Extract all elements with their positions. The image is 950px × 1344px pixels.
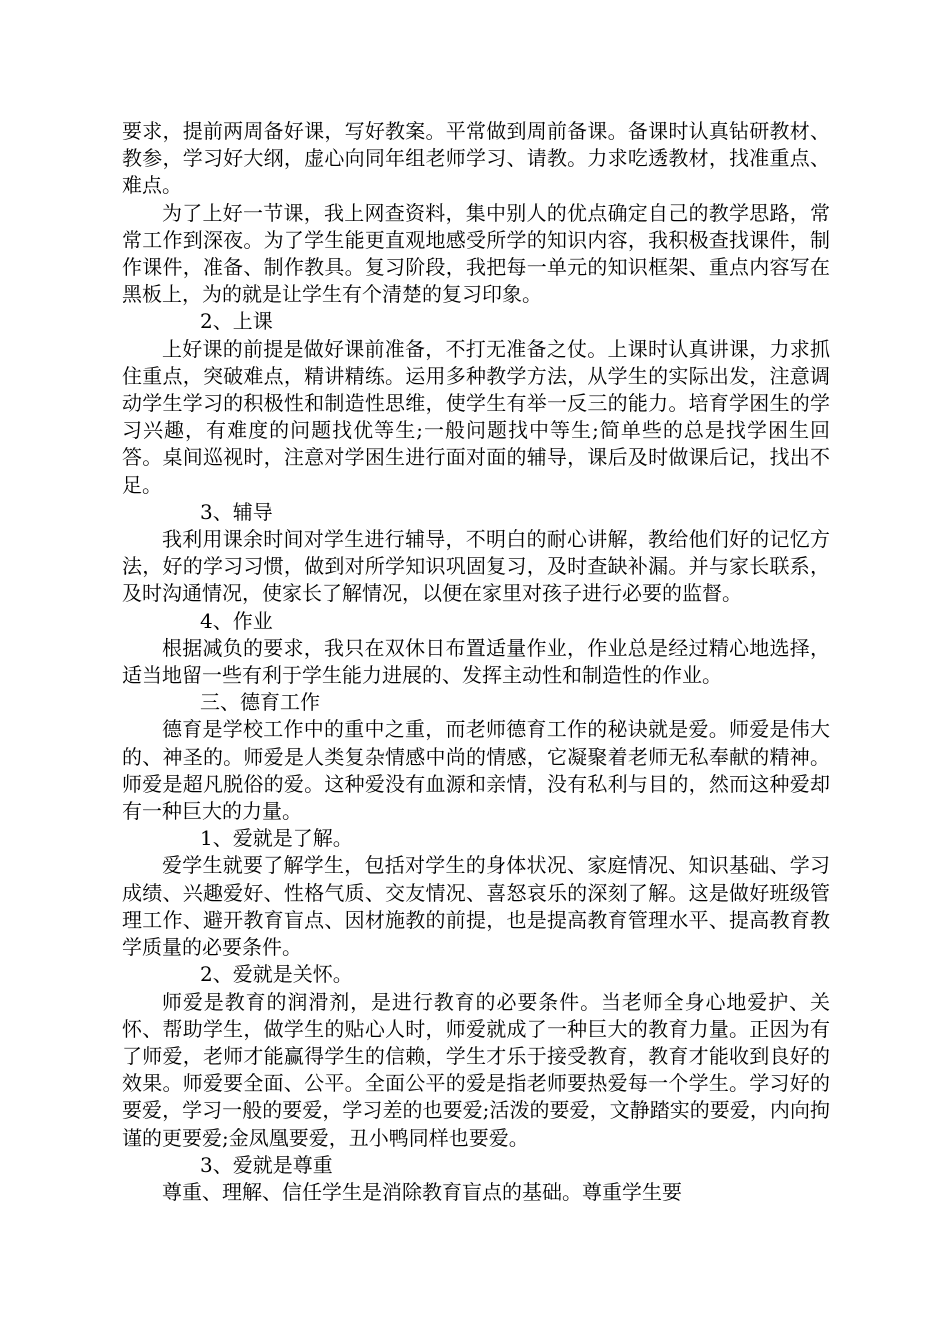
heading-love-is-understanding: 1、爱就是了解。 [200,826,353,851]
paragraph-moral-education: 德育是学校工作中的重中之重，而老师德育工作的秘诀就是爱。师爱是伟大的、神圣的。师爱是人类复杂情感中尚的情感，它凝聚着老师无私奉献的精神。师爱是超凡脱俗的爱。这种爱没有血源和亲情，没有私利与目的，然而这种爱却有一种巨大的力量。 [122,717,830,824]
paragraph-homework: 根据减负的要求，我只在双休日布置适量作业，作业总是经过精心地选择，适当地留一些有利于学生能力进展的、发挥主动性和制造性的作业。 [122,635,830,688]
heading-homework: 4、作业 [200,608,273,633]
paragraph-love-is-understanding: 爱学生就要了解学生，包括对学生的身体状况、家庭情况、知识基础、学习成绩、兴趣爱好、性格气质、交友情况、喜怒哀乐的深刻了解。这是做好班级管理工作、避开教育盲点、因材施教的前提，也是提高教育管理水平、提高教育教学质量的必要条件。 [122,853,830,960]
heading-moral-education: 三、德育工作 [200,690,320,715]
heading-tutoring: 3、辅导 [200,499,273,524]
paragraph-lesson-preparation-continued: 要求，提前两周备好课，写好教案。平常做到周前备课。备课时认真钻研教材、教参，学习好大纲，虚心向同年组老师学习、请教。力求吃透教材，找准重点、难点。 [122,119,830,198]
document-body [122,118,830,1206]
paragraph-love-is-care: 师爱是教育的润滑剂，是进行教育的必要条件。当老师全身心地爱护、关怀、帮助学生，做学生的贴心人时，师爱就成了一种巨大的教育力量。正因为有了师爱，老师才能赢得学生的信赖，学生才乐于接受教育，教育才能收到良好的效果。师爱要全面、公平。全面公平的爱是指老师要热爱每一个学生。学习好的要爱，学习一般的要爱，学习差的也要爱;活泼的要爱，文静踏实的要爱，内向拘谨的更要爱;金凤凰要爱，丑小鸭同样也要爱。 [122,989,830,1150]
heading-love-is-care: 2、爱就是关怀。 [200,962,353,987]
paragraph-teaching: 上好课的前提是做好课前准备，不打无准备之仗。上课时认真讲课，力求抓住重点，突破难点，精讲精练。运用多种教学方法，从学生的实际出发，注意调动学生学习的积极性和制造性思维，使学生有举一反三的能力。培育学困生的学习兴趣，有难度的问题找优等生;一般问题找中等生;简单些的总是找学困生回答。桌间巡视时，注意对学困生进行面对面的辅导，课后及时做课后记，找出不足。 [122,336,830,497]
paragraph-lesson-research: 为了上好一节课，我上网查资料，集中别人的优点确定自己的教学思路，常常工作到深夜。为了学生能更直观地感受所学的知识内容，我积极查找课件，制作课件，准备、制作教具。复习阶段，我把每一单元的知识框架、重点内容写在黑板上，为的就是让学生有个清楚的复习印象。 [122,200,830,307]
paragraph-tutoring: 我利用课余时间对学生进行辅导，不明白的耐心讲解，教给他们好的记忆方法，好的学习习惯，做到对所学知识巩固复习，及时查缺补漏。并与家长联系，及时沟通情况，使家长了解情况，以便在家里对孩子进行必要的监督。 [122,527,830,606]
heading-teaching: 2、上课 [200,309,273,334]
heading-love-is-respect: 3、爱就是尊重 [200,1152,333,1177]
paragraph-love-is-respect: 尊重、理解、信任学生是消除教育盲点的基础。尊重学生要 [162,1179,682,1204]
